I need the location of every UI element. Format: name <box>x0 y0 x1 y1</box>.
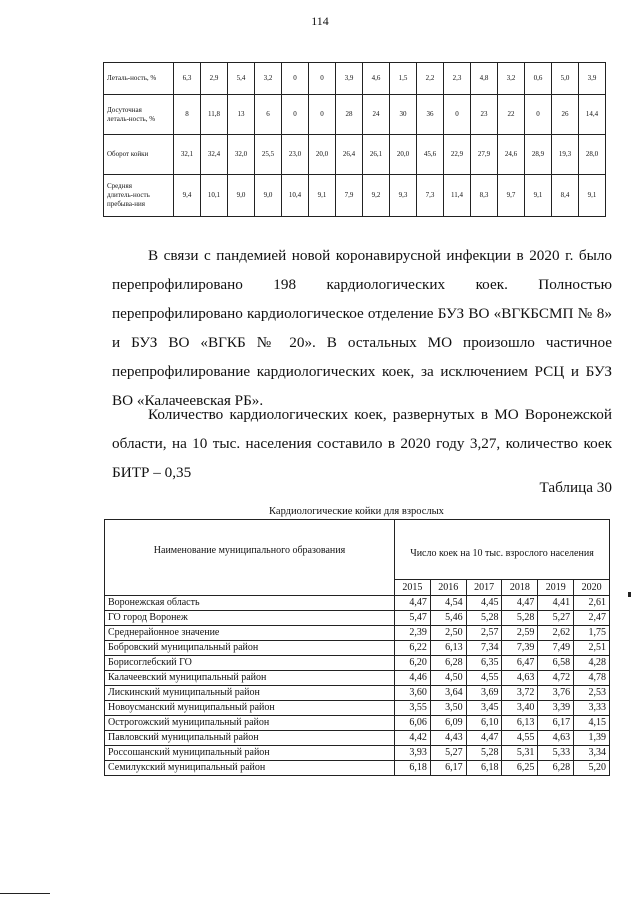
row-label: Средняя длитель-ность пребыва-ния <box>104 175 174 217</box>
table-cell: 9,4 <box>174 175 201 217</box>
table-cell: 9,2 <box>363 175 390 217</box>
table-cell: 1,75 <box>574 626 610 641</box>
table-cell: 4,8 <box>471 63 498 95</box>
municipality-name: Воронежская область <box>105 596 395 611</box>
table-cell: 5,27 <box>538 611 574 626</box>
table-cell: 6,35 <box>466 656 502 671</box>
cardiology-beds-table <box>104 519 610 776</box>
table-cell: 30 <box>390 95 417 135</box>
table-cell: 4,63 <box>502 671 538 686</box>
year-header: 2015 <box>395 580 431 596</box>
table-cell: 5,47 <box>395 611 431 626</box>
table-row <box>105 761 610 776</box>
table-cell: 6,09 <box>430 716 466 731</box>
table-cell: 2,47 <box>574 611 610 626</box>
table-cell: 22,9 <box>444 135 471 175</box>
table-cell: 7,34 <box>466 641 502 656</box>
municipality-name: Борисоглебский ГО <box>105 656 395 671</box>
table-cell: 3,93 <box>395 746 431 761</box>
table-cell: 8,3 <box>471 175 498 217</box>
table-cell: 32,0 <box>228 135 255 175</box>
table-cell: 3,55 <box>395 701 431 716</box>
table-cell: 6,18 <box>466 761 502 776</box>
table-cell: 4,43 <box>430 731 466 746</box>
table-cell: 7,9 <box>336 175 363 217</box>
table-row <box>105 641 610 656</box>
table-cell: 4,55 <box>502 731 538 746</box>
row-label: Оборот койки <box>104 135 174 175</box>
table-cell: 1,5 <box>390 63 417 95</box>
table-cell: 3,76 <box>538 686 574 701</box>
table-cell: 6 <box>255 95 282 135</box>
table-cell: 2,50 <box>430 626 466 641</box>
municipality-name: Павловский муниципальный район <box>105 731 395 746</box>
table-row <box>105 626 610 641</box>
table-cell: 2,62 <box>538 626 574 641</box>
paragraph-reprofiling <box>112 241 612 415</box>
year-header: 2020 <box>574 580 610 596</box>
municipality-name: Острогожский муниципальный район <box>105 716 395 731</box>
table-cell: 3,2 <box>498 63 525 95</box>
table-row <box>104 63 606 95</box>
table-row <box>105 596 610 611</box>
table-cell: 28 <box>336 95 363 135</box>
table-cell: 3,72 <box>502 686 538 701</box>
table-cell: 3,50 <box>430 701 466 716</box>
table-cell: 3,40 <box>502 701 538 716</box>
table-cell: 2,53 <box>574 686 610 701</box>
table-cell: 7,49 <box>538 641 574 656</box>
table-cell: 5,4 <box>228 63 255 95</box>
table-cell: 4,72 <box>538 671 574 686</box>
table-cell: 3,34 <box>574 746 610 761</box>
table-cell: 6,18 <box>395 761 431 776</box>
table-cell: 36 <box>417 95 444 135</box>
table-cell: 9,1 <box>525 175 552 217</box>
table-cell: 4,6 <box>363 63 390 95</box>
paragraph-text: В связи с пандемией новой коронавирусной инфекции в 2020 г. было перепрофилировано 198 кардиологических коек. Полностью перепрофилировано кардиологическое отделение БУЗ ВО «ВГКБСМП № 8» и БУЗ ВО «ВГКБ № 20». В остальных МО произошло частичное перепрофилирование кардиологических коек, за исключением РСЦ и БУЗ ВО «Калачеевская РБ». <box>112 247 612 409</box>
municipality-name: Лискинский муниципальный район <box>105 686 395 701</box>
year-header: 2019 <box>538 580 574 596</box>
municipality-name: ГО город Воронеж <box>105 611 395 626</box>
table-cell: 14,4 <box>579 95 606 135</box>
municipality-name: Среднерайонное значение <box>105 626 395 641</box>
table-caption: Кардиологические койки для взрослых <box>269 506 444 517</box>
municipality-name: Калачеевский муниципальный район <box>105 671 395 686</box>
table-cell: 6,3 <box>174 63 201 95</box>
table-row <box>104 135 606 175</box>
table-cell: 27,9 <box>471 135 498 175</box>
table-cell: 2,2 <box>417 63 444 95</box>
table-cell: 9,0 <box>255 175 282 217</box>
header-municipality: Наименование муниципального образования <box>105 520 395 596</box>
table-cell: 4,45 <box>466 596 502 611</box>
table-cell: 26 <box>552 95 579 135</box>
table-cell: 0 <box>444 95 471 135</box>
table-cell: 4,46 <box>395 671 431 686</box>
table-cell: 26,4 <box>336 135 363 175</box>
paragraph-bed-count <box>112 400 612 487</box>
table-cell: 8,4 <box>552 175 579 217</box>
table-cell: 5,28 <box>466 611 502 626</box>
table-cell: 8 <box>174 95 201 135</box>
table-cell: 2,9 <box>201 63 228 95</box>
table-cell: 6,06 <box>395 716 431 731</box>
table-cell: 3,9 <box>579 63 606 95</box>
table-cell: 5,0 <box>552 63 579 95</box>
header-beds-per-10k: Число коек на 10 тыс. взрослого населения <box>395 520 610 580</box>
municipality-name: Семилукский муниципальный район <box>105 761 395 776</box>
table-cell: 13 <box>228 95 255 135</box>
table-cell: 4,42 <box>395 731 431 746</box>
table-cell: 2,39 <box>395 626 431 641</box>
table-cell: 24 <box>363 95 390 135</box>
row-label: Досуточная леталь-ность, % <box>104 95 174 135</box>
table-cell: 6,17 <box>430 761 466 776</box>
table-cell: 6,25 <box>502 761 538 776</box>
table-cell: 2,57 <box>466 626 502 641</box>
table-cell: 0 <box>282 63 309 95</box>
table-cell: 5,31 <box>502 746 538 761</box>
header-row <box>105 520 610 580</box>
table-cell: 1,39 <box>574 731 610 746</box>
table-cell: 3,45 <box>466 701 502 716</box>
table-cell: 2,59 <box>502 626 538 641</box>
table-cell: 6,22 <box>395 641 431 656</box>
table-cell: 2,3 <box>444 63 471 95</box>
footnote-divider <box>0 893 50 894</box>
table-cell: 26,1 <box>363 135 390 175</box>
table-row <box>105 731 610 746</box>
year-header: 2018 <box>502 580 538 596</box>
table-cell: 28,0 <box>579 135 606 175</box>
table-cell: 0 <box>525 95 552 135</box>
table-cell: 3,2 <box>255 63 282 95</box>
table-cell: 3,33 <box>574 701 610 716</box>
table-number-label: Таблица 30 <box>539 479 612 496</box>
margin-mark <box>628 592 631 597</box>
table-cell: 0 <box>309 63 336 95</box>
table-cell: 3,39 <box>538 701 574 716</box>
table-cell: 6,20 <box>395 656 431 671</box>
table-cell: 9,1 <box>579 175 606 217</box>
table-cell: 5,28 <box>502 611 538 626</box>
table-cell: 4,55 <box>466 671 502 686</box>
table-cell: 9,0 <box>228 175 255 217</box>
table-row <box>105 701 610 716</box>
table-cell: 6,13 <box>430 641 466 656</box>
table-cell: 4,50 <box>430 671 466 686</box>
table-cell: 4,15 <box>574 716 610 731</box>
table-cell: 4,63 <box>538 731 574 746</box>
table-cell: 32,4 <box>201 135 228 175</box>
table-cell: 4,41 <box>538 596 574 611</box>
year-header: 2016 <box>430 580 466 596</box>
table-cell: 25,5 <box>255 135 282 175</box>
page-number: 114 <box>311 14 329 28</box>
table-cell: 5,33 <box>538 746 574 761</box>
table-row <box>105 686 610 701</box>
table-cell: 10,4 <box>282 175 309 217</box>
table-cell: 6,28 <box>538 761 574 776</box>
table-cell: 9,3 <box>390 175 417 217</box>
table-cell: 23 <box>471 95 498 135</box>
table-cell: 5,27 <box>430 746 466 761</box>
table-cell: 32,1 <box>174 135 201 175</box>
table-row <box>105 716 610 731</box>
table-cell: 3,64 <box>430 686 466 701</box>
table-cell: 4,47 <box>502 596 538 611</box>
table-row <box>105 671 610 686</box>
table-row <box>104 95 606 135</box>
table-cell: 4,78 <box>574 671 610 686</box>
table-row <box>105 656 610 671</box>
table-cell: 22 <box>498 95 525 135</box>
table-cell: 9,7 <box>498 175 525 217</box>
table-cell: 9,1 <box>309 175 336 217</box>
municipality-name: Новоусманский муниципальный район <box>105 701 395 716</box>
table-cell: 6,17 <box>538 716 574 731</box>
table-cell: 11,8 <box>201 95 228 135</box>
table-cell: 3,60 <box>395 686 431 701</box>
table-cell: 4,47 <box>395 596 431 611</box>
table-cell: 10,1 <box>201 175 228 217</box>
table-cell: 4,47 <box>466 731 502 746</box>
table-cell: 0 <box>282 95 309 135</box>
table-row <box>105 611 610 626</box>
table-cell: 2,51 <box>574 641 610 656</box>
table-cell: 0 <box>309 95 336 135</box>
table-cell: 3,9 <box>336 63 363 95</box>
municipality-name: Бобровский муниципальный район <box>105 641 395 656</box>
municipality-name: Россошанский муниципальный район <box>105 746 395 761</box>
table-cell: 6,10 <box>466 716 502 731</box>
table-cell: 20,0 <box>309 135 336 175</box>
table-cell: 0,6 <box>525 63 552 95</box>
table-cell: 4,28 <box>574 656 610 671</box>
year-header: 2017 <box>466 580 502 596</box>
table-row <box>105 746 610 761</box>
table-cell: 3,69 <box>466 686 502 701</box>
table-cell: 5,28 <box>466 746 502 761</box>
table-cell: 24,6 <box>498 135 525 175</box>
table-cell: 2,61 <box>574 596 610 611</box>
table-cell: 6,58 <box>538 656 574 671</box>
table-row <box>104 175 606 217</box>
table-cell: 5,46 <box>430 611 466 626</box>
table-cell: 11,4 <box>444 175 471 217</box>
row-label: Леталь-ность, % <box>104 63 174 95</box>
table-cell: 19,3 <box>552 135 579 175</box>
table-cell: 7,39 <box>502 641 538 656</box>
paragraph-text: Количество кардиологических коек, развернутых в МО Воронежской области, на 10 тыс. населения составило в 2020 году 3,27, количество коек БИТР – 0,35 <box>112 406 612 481</box>
table-cell: 7,3 <box>417 175 444 217</box>
table-cell: 4,54 <box>430 596 466 611</box>
table-cell: 6,28 <box>430 656 466 671</box>
table-cell: 45,6 <box>417 135 444 175</box>
table-cell: 20,0 <box>390 135 417 175</box>
table-cell: 6,13 <box>502 716 538 731</box>
table-cell: 6,47 <box>502 656 538 671</box>
top-statistics-table <box>103 62 606 217</box>
table-cell: 5,20 <box>574 761 610 776</box>
table-cell: 28,9 <box>525 135 552 175</box>
table-cell: 23,0 <box>282 135 309 175</box>
